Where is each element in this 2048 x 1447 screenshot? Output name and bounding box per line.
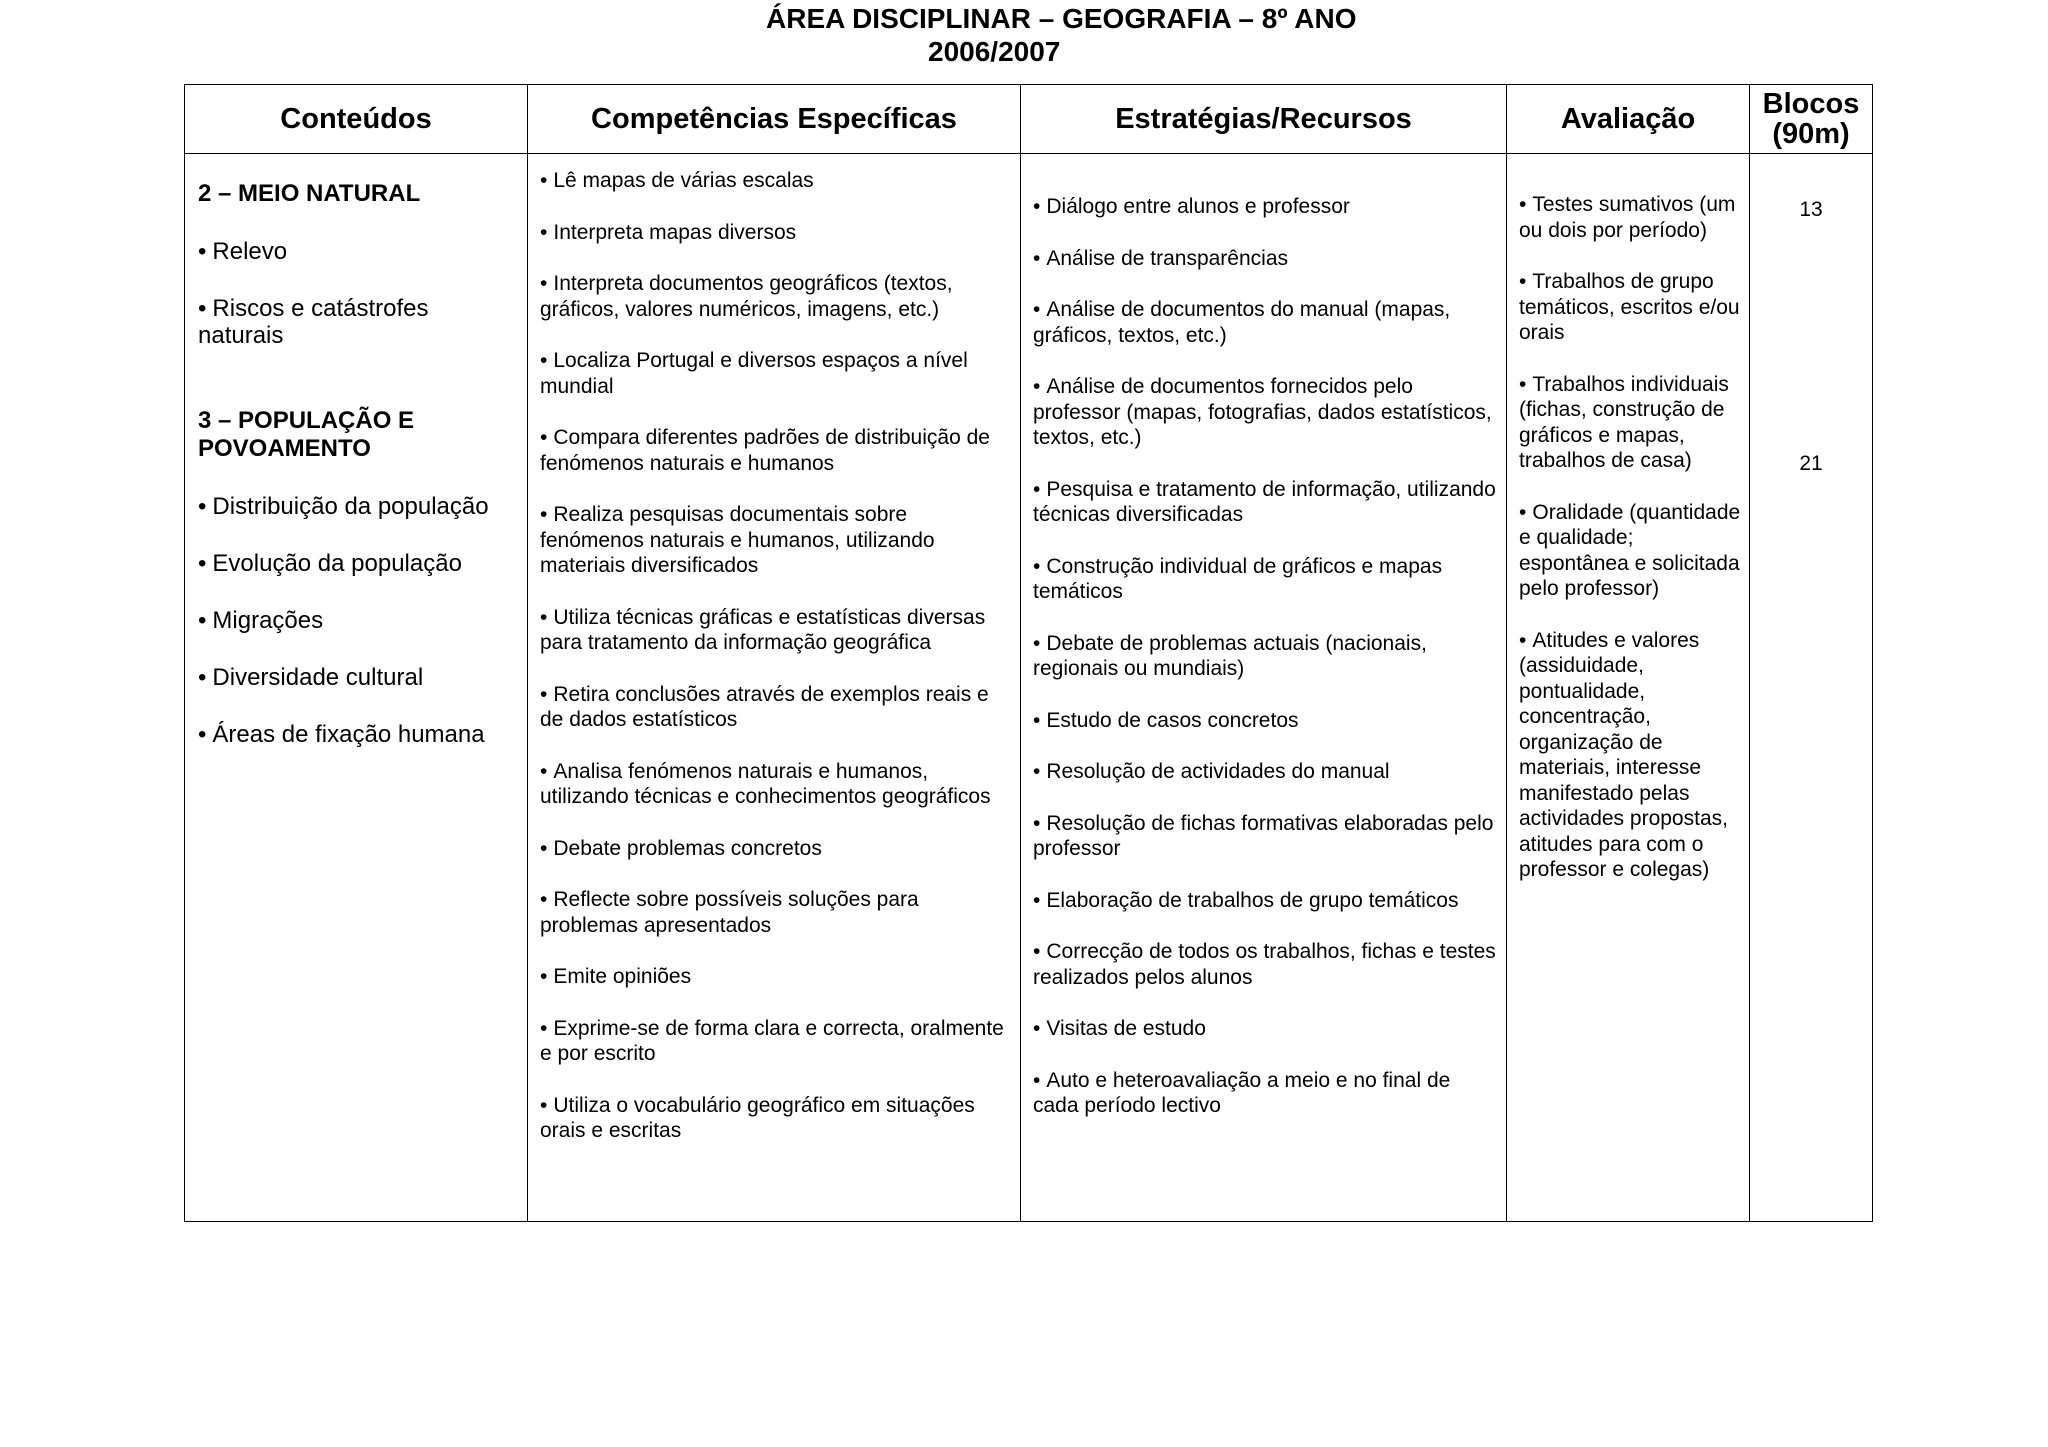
list-item-text: Trabalhos de grupo temáticos, escritos e/ou orais bbox=[1519, 270, 1740, 344]
list-item bbox=[540, 1093, 1008, 1144]
list-item bbox=[1033, 297, 1496, 348]
bullet-icon bbox=[198, 721, 212, 748]
column-header-competencias: Competências Específicas bbox=[528, 85, 1021, 154]
list-item bbox=[1033, 1016, 1496, 1042]
bullet-icon bbox=[1033, 1069, 1046, 1092]
column-header-estrategias: Estratégias/Recursos bbox=[1021, 85, 1507, 154]
bullet-icon bbox=[540, 426, 553, 449]
bullet-icon bbox=[1033, 375, 1046, 398]
list-item-text: Lê mapas de várias escalas bbox=[553, 169, 814, 192]
list-item-text: Análise de documentos fornecidos pelo professor (mapas, fotografias, dados estatísticos, textos, etc.) bbox=[1033, 375, 1492, 449]
bullet-icon bbox=[1033, 195, 1046, 218]
bullet-icon bbox=[540, 221, 553, 244]
list-item bbox=[198, 493, 515, 520]
list-item-text: Exprime-se de forma clara e correcta, oralmente e por escrito bbox=[540, 1016, 1004, 1065]
list-item bbox=[198, 721, 515, 748]
bullet-icon bbox=[1033, 812, 1046, 835]
list-item bbox=[1033, 194, 1496, 220]
list-item-text: Análise de documentos do manual (mapas, gráficos, textos, etc.) bbox=[1033, 298, 1451, 347]
list-item-text: Visitas de estudo bbox=[1046, 1017, 1206, 1040]
list-item bbox=[198, 295, 515, 349]
bullet-icon bbox=[198, 238, 212, 265]
list-item bbox=[198, 238, 515, 265]
estrategias-cell bbox=[1021, 154, 1507, 1222]
list-item bbox=[1033, 1068, 1496, 1119]
list-item bbox=[1033, 374, 1496, 451]
bullet-icon bbox=[540, 503, 553, 526]
estrategias-list bbox=[1033, 194, 1496, 1119]
list-item-text: Utiliza técnicas gráficas e estatísticas diversas para tratamento da informação geográfica bbox=[540, 605, 986, 654]
list-item bbox=[540, 271, 1008, 322]
list-item bbox=[1033, 759, 1496, 785]
list-item bbox=[1033, 888, 1496, 914]
list-item-text: Analisa fenómenos naturais e humanos, utilizando técnicas e conhecimentos geográficos bbox=[540, 759, 991, 808]
bullet-icon bbox=[540, 606, 553, 629]
list-item bbox=[1519, 192, 1741, 243]
list-item bbox=[540, 1016, 1008, 1067]
list-item-text: Reflecte sobre possíveis soluções para problemas apresentados bbox=[540, 888, 919, 937]
avaliacao-cell bbox=[1507, 154, 1750, 1222]
school-year: 2006/2007 bbox=[928, 36, 1061, 67]
list-item-text: Compara diferentes padrões de distribuição de fenómenos naturais e humanos bbox=[540, 426, 990, 475]
bullet-icon bbox=[1519, 270, 1532, 293]
bullet-icon bbox=[540, 272, 553, 295]
list-item bbox=[540, 220, 1008, 246]
competencias-cell bbox=[528, 154, 1021, 1222]
list-item-text: Elaboração de trabalhos de grupo temáticos bbox=[1046, 888, 1459, 912]
list-item bbox=[1519, 628, 1741, 883]
table-header-row bbox=[185, 85, 1873, 154]
list-item-text: Construção individual de gráficos e mapas temáticos bbox=[1033, 554, 1443, 603]
bullet-icon bbox=[540, 760, 553, 783]
bullet-icon bbox=[1033, 247, 1046, 270]
list-item bbox=[540, 168, 1008, 194]
list-item-text: Distribuição da população bbox=[212, 493, 489, 520]
list-item bbox=[1033, 554, 1496, 605]
bullet-icon bbox=[540, 837, 553, 860]
list-item-text: Interpreta documentos geográficos (textos, gráficos, valores numéricos, imagens, etc.) bbox=[540, 272, 953, 321]
list-item bbox=[198, 550, 515, 577]
bullet-icon bbox=[1519, 373, 1532, 396]
list-item bbox=[540, 605, 1008, 656]
list-item bbox=[1033, 477, 1496, 528]
bullet-icon bbox=[1033, 1017, 1046, 1040]
bullet-icon bbox=[540, 1017, 553, 1040]
blocos-value-meio-natural: 13 bbox=[1799, 198, 1823, 221]
list-item bbox=[540, 682, 1008, 733]
bullet-icon bbox=[198, 295, 212, 322]
bullet-icon bbox=[1033, 889, 1046, 912]
bullet-icon bbox=[198, 664, 212, 691]
list-item-text: Riscos e catástrofes naturais bbox=[198, 295, 429, 349]
bullet-icon bbox=[540, 349, 553, 372]
list-item bbox=[540, 425, 1008, 476]
bullet-icon bbox=[1519, 501, 1532, 524]
list-item-text: Auto e heteroavaliação a meio e no final de cada período lectivo bbox=[1033, 1068, 1451, 1117]
list-item-text: Estudo de casos concretos bbox=[1046, 708, 1299, 732]
list-item-text: Migrações bbox=[212, 607, 324, 634]
list-item bbox=[540, 887, 1008, 938]
bullet-icon bbox=[198, 607, 212, 634]
blocos-value-populacao: 21 bbox=[1799, 452, 1823, 475]
list-item-text: Realiza pesquisas documentais sobre fenómenos naturais e humanos, utilizando materiais diversificados bbox=[540, 503, 935, 577]
list-item-text: Trabalhos individuais (fichas, construção de gráficos e mapas, trabalhos de casa) bbox=[1519, 372, 1729, 472]
list-item bbox=[198, 664, 515, 691]
bullet-icon bbox=[1033, 632, 1046, 655]
bullet-icon bbox=[540, 169, 553, 192]
list-item bbox=[198, 607, 515, 634]
list-item-text: Análise de transparências bbox=[1046, 246, 1289, 270]
bullet-icon bbox=[1033, 298, 1046, 321]
list-item bbox=[1519, 372, 1741, 474]
planning-table bbox=[184, 84, 1873, 1222]
bullet-icon bbox=[198, 493, 212, 520]
bullet-icon bbox=[1033, 760, 1046, 783]
bullet-icon bbox=[540, 888, 553, 911]
list-item-text: Debate problemas concretos bbox=[553, 836, 822, 860]
list-item-text: Atitudes e valores (assiduidade, pontualidade, concentração, organização de materiais, interesse manifestado pelas actividades propostas, atitudes para com o professor e colegas) bbox=[1519, 628, 1728, 881]
list-item bbox=[1033, 939, 1496, 990]
list-item-text: Resolução de actividades do manual bbox=[1046, 760, 1390, 783]
bullet-icon bbox=[1033, 478, 1046, 501]
list-item bbox=[540, 964, 1008, 990]
list-item-text: Diálogo entre alunos e professor bbox=[1046, 195, 1350, 218]
bullet-icon bbox=[1033, 555, 1046, 578]
list-item-text: Emite opiniões bbox=[553, 965, 692, 988]
list-item-text: Testes sumativos (um ou dois por período) bbox=[1519, 193, 1736, 242]
bullet-icon bbox=[1519, 193, 1532, 216]
blocos-cell bbox=[1750, 154, 1873, 1222]
list-item bbox=[1033, 811, 1496, 862]
bullet-icon bbox=[198, 550, 212, 577]
list-item bbox=[1033, 708, 1496, 734]
bullet-icon bbox=[540, 683, 553, 706]
table-row bbox=[185, 154, 1873, 1222]
list-item-text: Evolução da população bbox=[212, 550, 462, 577]
section-title-populacao: 3 – POPULAÇÃO E POVOAMENTO bbox=[198, 407, 415, 462]
list-item-text: Oralidade (quantidade e qualidade; espontânea e solicitada pelo professor) bbox=[1519, 500, 1741, 600]
avaliacao-list bbox=[1519, 192, 1741, 883]
bullet-icon bbox=[540, 1094, 553, 1117]
list-item-text: Debate de problemas actuais (nacionais, regionais ou mundiais) bbox=[1033, 631, 1427, 680]
list-item-text: Correcção de todos os trabalhos, fichas e testes realizados pelos alunos bbox=[1033, 940, 1496, 989]
list-item-text: Relevo bbox=[212, 238, 288, 265]
list-item-text: Resolução de fichas formativas elaboradas pelo professor bbox=[1033, 811, 1494, 860]
bullet-icon bbox=[1033, 940, 1046, 963]
column-header-conteudos: Conteúdos bbox=[185, 85, 528, 154]
list-item bbox=[1033, 246, 1496, 272]
list-item bbox=[540, 502, 1008, 579]
bullet-icon bbox=[1033, 709, 1046, 732]
list-item bbox=[1519, 500, 1741, 602]
column-header-blocos: Blocos (90m) bbox=[1750, 85, 1873, 154]
list-item bbox=[540, 348, 1008, 399]
column-header-avaliacao: Avaliação bbox=[1507, 85, 1750, 154]
list-item-text: Diversidade cultural bbox=[212, 664, 424, 691]
conteudos-cell bbox=[185, 154, 528, 1222]
bullet-icon bbox=[540, 965, 553, 988]
list-item-text: Interpreta mapas diversos bbox=[553, 220, 797, 244]
section-items-populacao bbox=[198, 493, 515, 748]
list-item-text: Retira conclusões através de exemplos reais e de dados estatísticos bbox=[540, 682, 989, 731]
list-item bbox=[1033, 631, 1496, 682]
section-items-meio-natural bbox=[198, 238, 515, 349]
list-item-text: Áreas de fixação humana bbox=[212, 721, 485, 748]
bullet-icon bbox=[1519, 629, 1532, 652]
list-item-text: Pesquisa e tratamento de informação, utilizando técnicas diversificadas bbox=[1033, 477, 1496, 526]
document-title: ÁREA DISCIPLINAR – GEOGRAFIA – 8º ANO bbox=[766, 3, 1357, 34]
list-item-text: Localiza Portugal e diversos espaços a nível mundial bbox=[540, 349, 968, 398]
section-title-meio-natural: 2 – MEIO NATURAL bbox=[198, 180, 421, 207]
list-item bbox=[1519, 269, 1741, 346]
list-item bbox=[540, 759, 1008, 810]
competencias-list bbox=[540, 168, 1008, 1144]
list-item bbox=[540, 836, 1008, 862]
list-item-text: Utiliza o vocabulário geográfico em situações orais e escritas bbox=[540, 1093, 975, 1142]
